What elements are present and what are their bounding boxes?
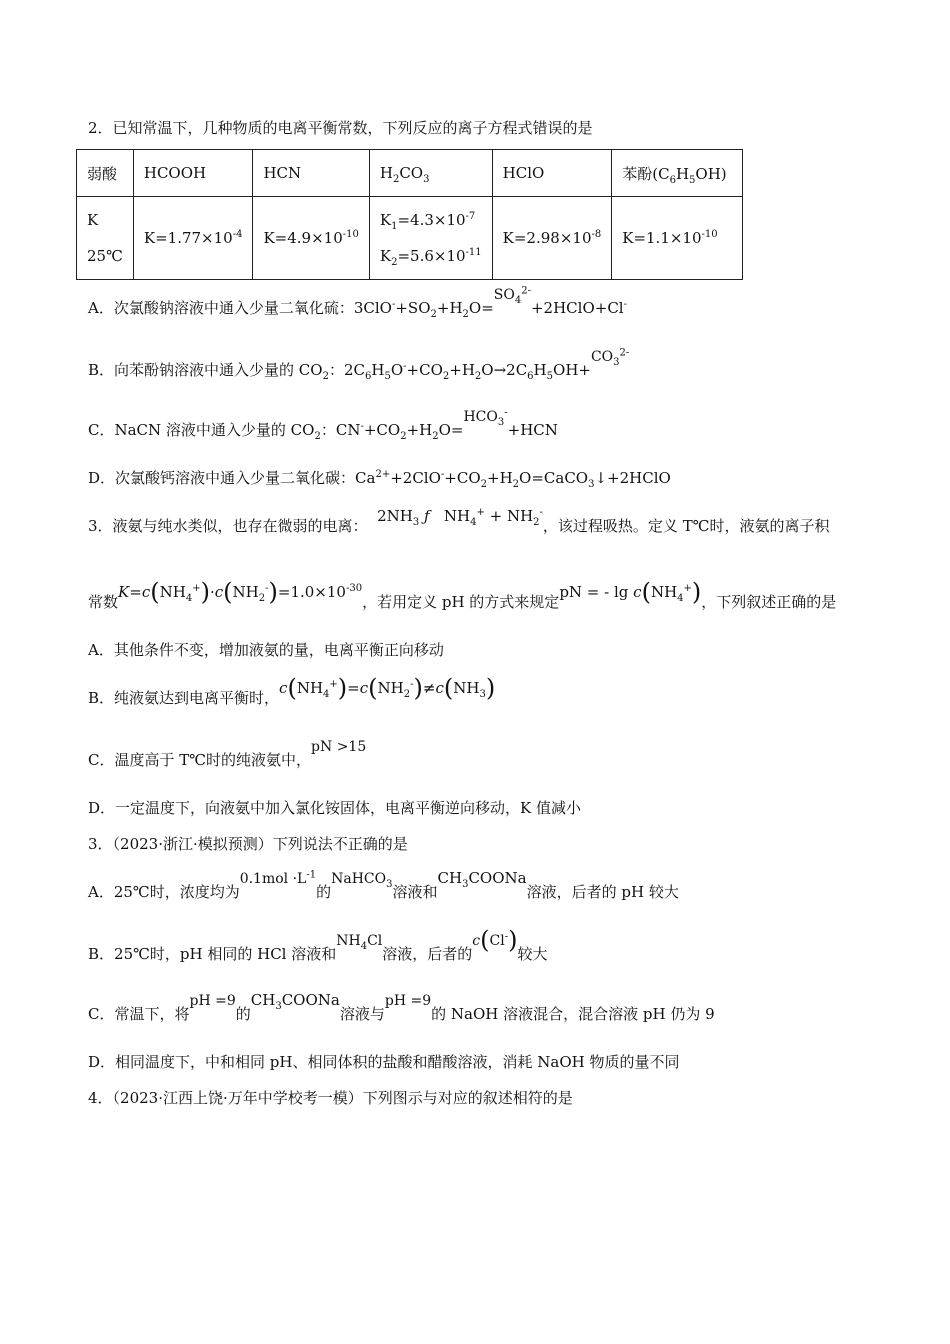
q3b-stem: 3．（2023·浙江·模拟预测）下列说法不正确的是 bbox=[88, 835, 408, 853]
ion-product-formula: $K=c(NH_4^+)\cdot c(NH_2^-)=1.0\times 10^{-30}$ bbox=[118, 578, 363, 606]
q3a-option-b: B．纯液氨达到电离平衡时，$c(NH_4^+)=c(NH_2^-)\ne c(NH_3)$ bbox=[88, 674, 496, 707]
table-cell: $K=2.98\times 10^{-8}$ bbox=[492, 197, 612, 280]
q2-stem: 2．已知常温下，几种物质的电离平衡常数，下列反应的离子方程式错误的是 bbox=[88, 119, 593, 137]
q3b-option-b: B．25℃时，pH 相同的 HCl 溶液和$NH_4Cl$溶液，后者的c(Cl-)较大 bbox=[88, 926, 548, 963]
table-cell: $K=1.77\times 10^{-4}$ bbox=[133, 197, 253, 280]
q3b-option-d: D．相同温度下，中和相同 pH、相同体积的盐酸和醋酸溶液，消耗 NaOH 物质的量不同 bbox=[88, 1053, 680, 1071]
q4-stem: 4．（2023·江西上饶·万年中学校考一模）下列图示与对应的叙述相符的是 bbox=[88, 1089, 573, 1107]
q2-option-b: B．向苯酚钠溶液中通入少量的 $CO_2$：$2C_6H_5O^-+CO_2+H_2O\to 2C_6H_5OH+CO_3^{2-}$ bbox=[88, 347, 630, 382]
table-header-cell: 苯酚$(C_6H_5OH)$ bbox=[612, 150, 743, 197]
q2-option-a: A．次氯酸钠溶液中通入少量二氧化硫：$3ClO^-+SO_2+H_2O=SO_4^{2-}+2HClO+Cl^-$ bbox=[88, 285, 627, 320]
table-header-cell: HCOOH bbox=[133, 150, 253, 197]
table-header-cell: 弱酸 bbox=[77, 150, 134, 197]
sodium-acetate: $CH_3COONa$ bbox=[250, 991, 340, 1012]
q2-option-c: C．NaCN 溶液中通入少量的 $CO_2$：$CN^-+CO_2+H_2O=HCO_3^-+HCN$ bbox=[88, 407, 558, 442]
table-cell: $K_1=4.3\times 10^{-7}$ $K_2=5.6\times 10^{-11}$ bbox=[369, 197, 492, 280]
carbonate-ion: $CO_3^{2-}$ bbox=[590, 347, 630, 368]
q3a-option-a: A．其他条件不变，增加液氨的量，电离平衡正向移动 bbox=[88, 641, 444, 659]
pn-inequality: pN >15 bbox=[311, 739, 367, 755]
q2-option-d: D．次氯酸钙溶液中通入少量二氧化碳：$Ca^{2+}+2ClO^-+CO_2+H_2O=CaCO_3↓+2HClO$ bbox=[88, 469, 671, 490]
q3a-option-c: C．温度高于 T℃时的纯液氨中，pN >15 bbox=[88, 739, 367, 769]
pn-definition: pN = - $\lg c(NH_4^+)$ bbox=[559, 578, 702, 606]
sulfate-ion: $SO_4^{2-}$ bbox=[493, 285, 531, 306]
table-header-cell: HCN bbox=[253, 150, 369, 197]
sodium-acetate: $CH_3COONa$ bbox=[437, 869, 527, 890]
table-row-label: K 25℃ bbox=[77, 197, 134, 280]
q3a-option-d: D．一定温度下，向液氨中加入氯化铵固体，电离平衡逆向移动，K 值减小 bbox=[88, 799, 582, 817]
q3a-line2: 常数$K=c(NH_4^+)\cdot c(NH_2^-)=1.0\times 10^{-30}$，若用定义 pH 的方式来规定pN = - $\lg c(NH_4^+)$，下列叙述正确的是 bbox=[88, 578, 837, 611]
ammonium-chloride: $NH_4Cl$ bbox=[336, 933, 383, 952]
q3b-option-c: C．常温下，将pH =9的$CH_3COONa$溶液与pH =9的 NaOH 溶液混合，混合溶液 pH 仍为 9 bbox=[88, 991, 715, 1023]
ionization-constant-table bbox=[76, 149, 743, 280]
chloride-concentration: c(Cl-) bbox=[472, 926, 518, 954]
bicarbonate-ion: $HCO_3^-$ bbox=[463, 407, 508, 428]
concentration-value: $0.1mol \cdot L^{-1}$ bbox=[239, 869, 317, 887]
concentration-relation: $c(NH_4^+)=c(NH_2^-)\ne c(NH_3)$ bbox=[279, 674, 496, 702]
table-cell: $K=1.1\times 10^{-10}$ bbox=[612, 197, 743, 280]
sodium-bicarbonate: NaHCO$_3$ bbox=[331, 871, 393, 890]
table-header-cell: HClO bbox=[492, 150, 612, 197]
table-cell: $K=4.9\times 10^{-10}$ bbox=[253, 197, 369, 280]
ph-value: pH =9 bbox=[384, 993, 432, 1009]
ionization-equation: $2NH_3$ ƒ $NH_4^+ + NH_2^-$ bbox=[367, 507, 543, 528]
q3a-stem: 3．液氨与纯水类似，也存在微弱的电离： $2NH_3$ ƒ $NH_4^+ + NH_2^-$，该过程吸热。定义 T℃时，液氨的离子积 bbox=[88, 507, 830, 535]
q3b-option-a: A．25℃时，浓度均为$0.1mol \cdot L^{-1}$的NaHCO$_3$溶液和$CH_3COONa$溶液，后者的 pH 较大 bbox=[88, 869, 679, 901]
ph-value: pH =9 bbox=[189, 993, 236, 1009]
table-header-cell: $H_2CO_3$ bbox=[369, 150, 492, 197]
